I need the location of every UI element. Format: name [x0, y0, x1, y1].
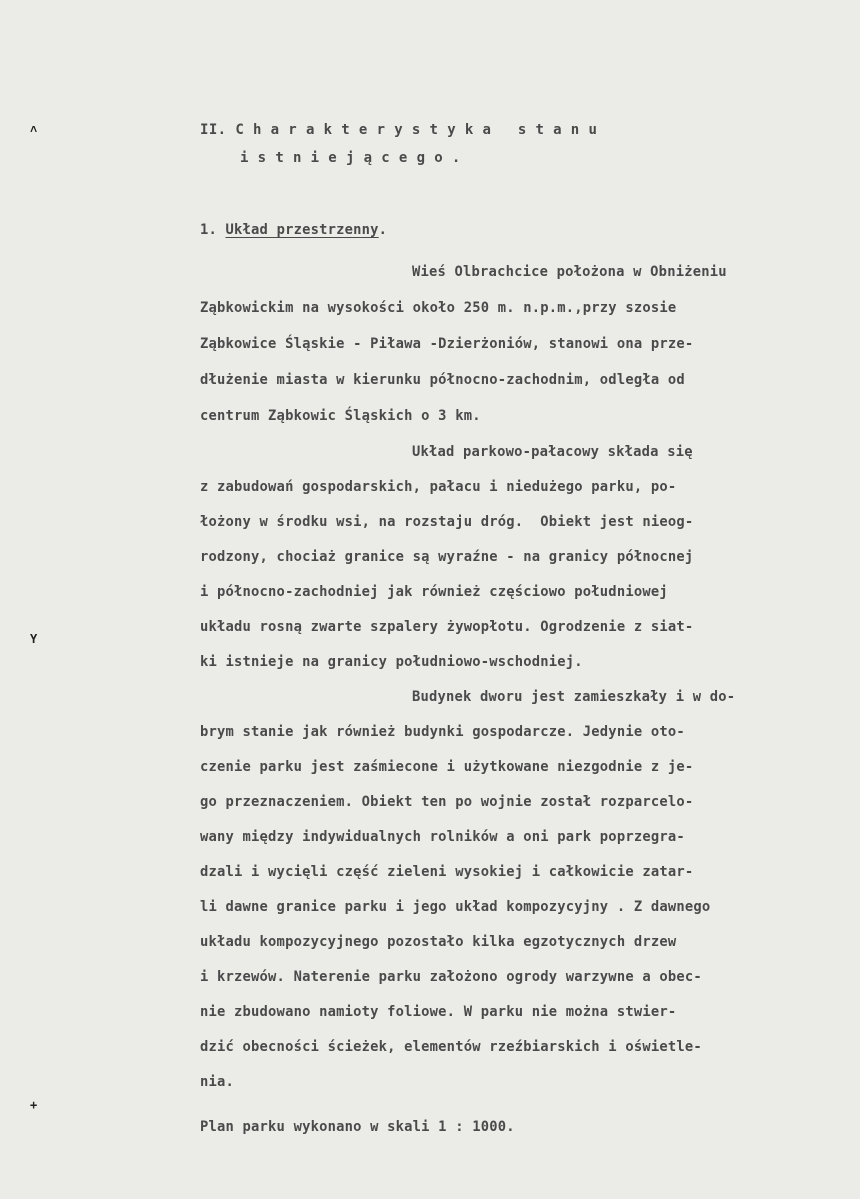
text-line: dzali i wycięli część zieleni wysokiej i całkowicie zatar- — [200, 864, 694, 880]
text-line: rodzony, chociaż granice są wyraźne - na granicy północnej — [200, 549, 694, 565]
text-line: centrum Ząbkowic Śląskich o 3 km. — [200, 408, 481, 424]
text-line: Układ parkowo-pałacowy składa się — [412, 444, 693, 460]
text-line: wany między indywidualnych rolników a oni park poprzegra- — [200, 829, 685, 845]
text-line: li dawne granice parku i jego układ kompozycyjny . Z dawnego — [200, 899, 711, 915]
text-line: Ząbkowice Śląskie - Piława -Dzierżoniów, stanowi ona prze- — [200, 336, 694, 352]
text-line: brym stanie jak również budynki gospodarcze. Jedynie oto- — [200, 724, 685, 740]
text-line: układu kompozycyjnego pozostało kilka egzotycznych drzew — [200, 934, 677, 950]
text-line: z zabudowań gospodarskich, pałacu i niedużego parku, po- — [200, 479, 677, 495]
margin-mark-middle: Y — [30, 632, 38, 646]
text-line: łożony w środku wsi, na rozstaju dróg. Obiekt jest nieog- — [200, 514, 694, 530]
text-line: go przeznaczeniem. Obiekt ten po wojnie został rozparcelo- — [200, 794, 694, 810]
margin-mark-top: ˄ — [30, 122, 38, 136]
text-line: dłużenie miasta w kierunku północno-zachodnim, odległa od — [200, 372, 685, 388]
section-title-end: . — [378, 222, 388, 238]
heading-line-1: II. C h a r a k t e r y s t y k a s t a n u — [200, 122, 598, 138]
text-line: nia. — [200, 1074, 235, 1090]
heading-line-2: i s t n i e j ą c e g o . — [240, 150, 461, 166]
section-title — [200, 220, 387, 240]
text-line: układu rosną zwarte szpalery żywopłotu. Ogrodzenie z siat- — [200, 619, 694, 635]
text-line: Wieś Olbrachcice położona w Obniżeniu — [412, 264, 727, 280]
section-title-text: Układ przestrzenny — [225, 222, 379, 238]
margin-mark-bottom: + — [30, 1098, 38, 1112]
text-line: i północno-zachodniej jak również częściowo południowej — [200, 584, 668, 600]
text-line: ki istnieje na granicy południowo-wschodniej. — [200, 654, 583, 670]
text-line: nie zbudowano namioty foliowe. W parku nie można stwier- — [200, 1004, 677, 1020]
text-line: i krzewów. Naterenie parku założono ogrody warzywne a obec- — [200, 969, 702, 985]
text-line: czenie parku jest zaśmiecone i użytkowane niezgodnie z je- — [200, 759, 694, 775]
closing-line: Plan parku wykonano w skali 1 : 1000. — [200, 1119, 515, 1135]
text-line: dzić obecności ścieżek, elementów rzeźbiarskich i oświetle- — [200, 1039, 702, 1055]
text-line: Budynek dworu jest zamieszkały i w do- — [412, 689, 736, 705]
text-line: Ząbkowickim na wysokości około 250 m. n.p.m.,przy szosie — [200, 300, 677, 316]
section-number: 1. — [200, 222, 218, 238]
